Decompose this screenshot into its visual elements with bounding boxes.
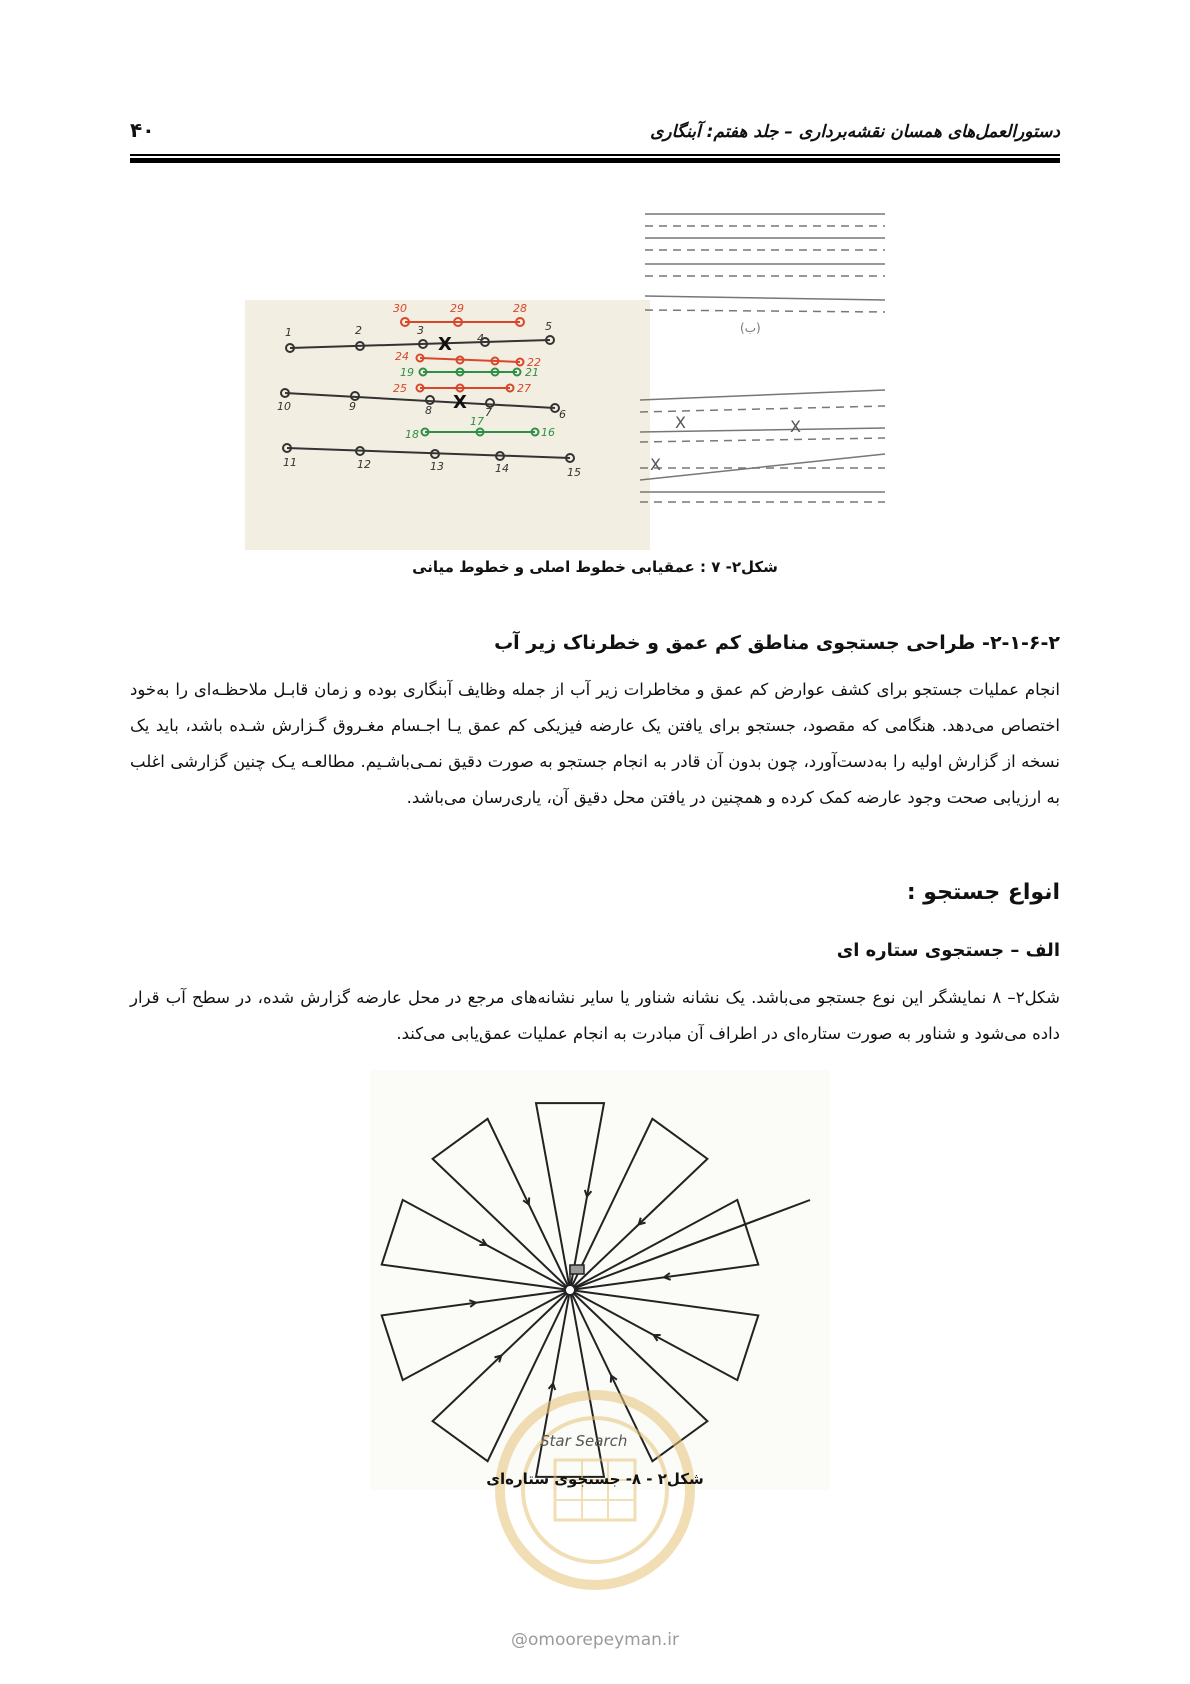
- fig1-label: 18: [405, 428, 419, 441]
- fig1-label: 10: [277, 400, 291, 413]
- fig1-label: 14: [495, 462, 509, 475]
- section-paragraph: انجام عملیات جستجو برای کشف عوارض کم عمق و مخاطرات زیر آب از جمله وظایف آبنگاری بوده و زمان قابـل ملاحظـه‌ای را به‌خود اختصاص می‌دهد. هنگامی که مقصود، جستجو برای یافتن یک عارضه فیزیکی کم عمق یـا اجـسام مغـروق گـزارش شـده باشد، باید یک نسخه از گزارش اولیه را به‌دست‌آورد، چون بدون آن قادر به انجام جستجو به صورت دقیق نمـی‌باشـیم. مطالعـه یـک چنین گزارشی اغلب به ارزیابی صحت وجود عارضه کمک کرده و همچنین در یافتن محل دقیق آن، یاری‌رسان می‌باشد.: [130, 680, 1060, 807]
- fig1-label: 11: [283, 456, 297, 469]
- star-search-paragraph: شکل۲– ۸ نمایشگر این نوع جستجو می‌باشد. یک نشانه شناور یا سایر نشانه‌های مرجع در محل عارضه گزارش شده، در سطح آب قرار داده می‌شود و شناور به صورت ستاره‌ای در اطراف آن مبادرت به انجام عملیات عمق‌یابی می‌کند.: [130, 988, 1060, 1043]
- fig1-label: 8: [425, 404, 432, 417]
- fig1-label: 2: [355, 324, 362, 337]
- fig1-green-line-2: [422, 429, 539, 436]
- star-ray: [433, 1119, 570, 1290]
- fig1-label: 5: [545, 320, 552, 333]
- fig1-label: 22: [527, 356, 541, 369]
- header-rule-thin: [130, 154, 1060, 156]
- fig1-label: 25: [393, 382, 407, 395]
- fig1-label: 17: [470, 415, 484, 428]
- running-head: دستورالعمل‌های همسان نقشه‌برداری – جلد هفتم: آبنگاری: [650, 122, 1060, 142]
- fig1-green-line-1: [420, 369, 521, 376]
- fig1-wreck-mark-2: X: [453, 392, 467, 413]
- fig1-label: 13: [430, 460, 444, 473]
- fig1-wreck-mark-3: X: [675, 413, 686, 432]
- figure1-diagram: [245, 210, 965, 550]
- fig1-label: 29: [450, 302, 464, 315]
- fig1-main-line-1: [286, 336, 554, 352]
- star-center-buoy: [565, 1285, 575, 1295]
- fig1-red-line-1: [417, 355, 524, 366]
- fig1-label: 19: [400, 366, 414, 379]
- fig1-wreck-mark-1: X: [438, 334, 452, 355]
- fig1-label: 9: [349, 400, 356, 413]
- fig1-label: 30: [393, 302, 407, 315]
- types-heading: انواع جستجو :: [906, 880, 1060, 905]
- fig1-label: 28: [513, 302, 527, 315]
- fig1-sub-label: (ب): [740, 321, 761, 335]
- fig1-wreck-mark-4: X: [790, 417, 801, 436]
- fig1-right-upper: [645, 214, 885, 312]
- fig1-label: 16: [541, 426, 555, 439]
- page-number: ۴۰: [130, 118, 155, 142]
- star-ray: [382, 1200, 570, 1290]
- fig1-label: 4: [477, 332, 484, 345]
- figure2-caption: شکل۲ - ۸- جستجوی ستاره‌ای: [486, 1470, 704, 1488]
- fig1-label: 12: [357, 458, 371, 471]
- star-search-heading: الف – جستجوی ستاره ای: [836, 940, 1060, 961]
- fig1-label: 1: [285, 326, 292, 339]
- figure1-caption: شکل۲- ۷ : عمقیابی خطوط اصلی و خطوط میانی: [412, 558, 778, 576]
- star-ray: [536, 1103, 604, 1290]
- fig1-right-lower: [640, 390, 885, 502]
- fig1-main-line-3: [283, 444, 574, 462]
- fig1-label: 24: [395, 350, 409, 363]
- footer-site-url[interactable]: @omoorepeyman.ir: [510, 1630, 680, 1650]
- fig1-label: 21: [525, 366, 539, 379]
- star-search-label: Star Search: [540, 1432, 628, 1450]
- fig1-label: 3: [417, 324, 424, 337]
- fig1-label: 15: [567, 466, 581, 479]
- fig1-label: 27: [517, 382, 531, 395]
- fig1-label: 7: [485, 406, 492, 419]
- fig1-label: 6: [559, 408, 566, 421]
- fig1-wreck-mark-5: X: [650, 455, 661, 474]
- section-heading: ۲-۱-۶-۲- طراحی جستجوی مناطق کم عمق و خطرناک زیر آب: [494, 632, 1060, 654]
- fig1-red-line-2: [417, 385, 514, 392]
- header-rule-thick: [130, 158, 1060, 163]
